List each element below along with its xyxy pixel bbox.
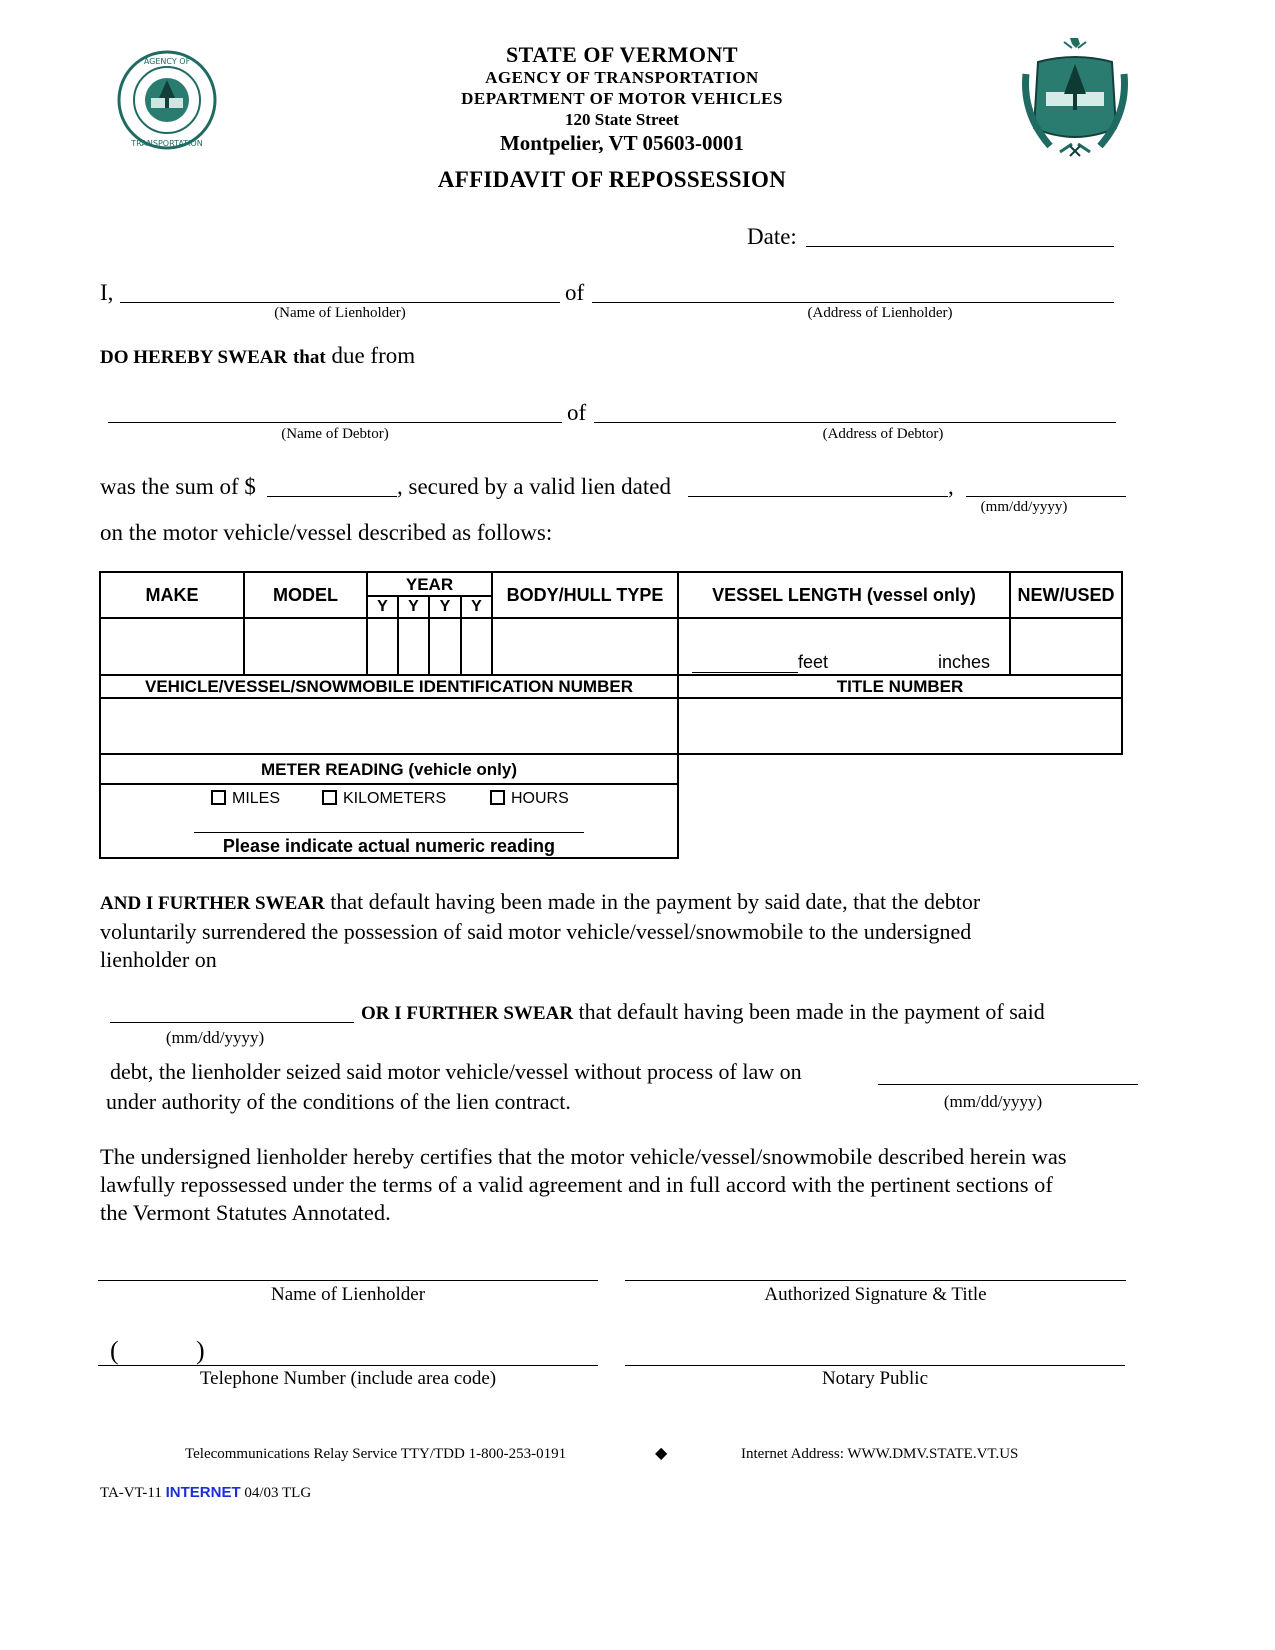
col-vessel-length: VESSEL LENGTH (vessel only): [712, 585, 976, 605]
lienholder-name-caption: (Name of Lienholder): [274, 305, 406, 321]
relay-service-text: Telecommunications Relay Service TTY/TDD 1-800-253-0191: [185, 1446, 567, 1462]
authorized-signature-caption: Authorized Signature & Title: [764, 1284, 987, 1305]
col-new-used: NEW/USED: [1017, 585, 1115, 605]
diamond-separator: ◆: [655, 1445, 668, 1462]
miles-checkbox[interactable]: [211, 790, 226, 805]
col-body-hull: BODY/HULL TYPE: [506, 585, 664, 605]
authorized-signature-input[interactable]: [629, 1254, 1126, 1282]
further-swear-1: [100, 888, 1140, 974]
lienholder-name-signature-input[interactable]: [102, 1254, 598, 1282]
certify-line3: the Vermont Statutes Annotated.: [100, 1200, 391, 1225]
sum-comma: ,: [948, 474, 954, 499]
new-used-input[interactable]: [1014, 632, 1122, 660]
kilometers-checkbox[interactable]: [322, 790, 337, 805]
sum-middle: , secured by a valid lien dated: [397, 474, 671, 499]
telephone-input[interactable]: [214, 1338, 598, 1366]
state-heading: STATE OF VERMONT: [505, 42, 739, 67]
department-heading: DEPARTMENT OF MOTOR VEHICLES: [461, 89, 783, 108]
further1-bold: AND I FURTHER SWEAR: [100, 893, 325, 914]
lien-date-input[interactable]: [970, 470, 1126, 498]
year-cell-2: Y: [408, 598, 419, 615]
telephone-caption: Telephone Number (include area code): [199, 1368, 497, 1389]
debtor-address-input[interactable]: [598, 396, 1116, 424]
internet-address: Internet Address: WWW.DMV.STATE.VT.US: [741, 1446, 1019, 1462]
title-number-input[interactable]: [684, 712, 1120, 740]
feet-label: feet: [798, 652, 829, 672]
further1-line1: that default having been made in the payment by said date, that the debtor: [330, 889, 981, 914]
surrender-date-caption: (mm/dd/yyyy): [165, 1028, 265, 1047]
year-cell-1: Y: [377, 598, 388, 615]
agency-heading: AGENCY OF TRANSPORTATION: [485, 68, 759, 87]
lienholder-name-input[interactable]: [124, 276, 560, 304]
debtor-name-input[interactable]: [112, 396, 562, 424]
lienholder-of: of: [565, 280, 585, 305]
body-hull-input[interactable]: [496, 632, 678, 660]
kilometers-label: KILOMETERS: [343, 790, 447, 807]
certify-line1: The undersigned lienholder hereby certifies that the motor vehicle/vessel/snowmobile described herein was: [100, 1144, 1067, 1169]
further1-line3: lienholder on: [100, 947, 217, 972]
agency-logo: [115, 42, 219, 156]
vermont-state-seal: [1020, 34, 1130, 160]
sum-amount-input[interactable]: [270, 470, 398, 498]
name-of-lienholder-caption: Name of Lienholder: [270, 1284, 426, 1305]
length-inches-input[interactable]: [836, 646, 940, 674]
phone-paren-open: (: [110, 1336, 119, 1365]
svg-text:TRANSPORTATION: TRANSPORTATION: [131, 139, 203, 148]
form-id-line: [100, 1484, 311, 1502]
date-label: Date:: [747, 224, 797, 249]
form-id: TA-VT-11: [100, 1485, 162, 1501]
further2-line1: that default having been made in the payment of said: [578, 999, 1045, 1024]
swear-statement: [100, 343, 415, 369]
certification-text: [100, 1143, 1160, 1227]
svg-text:AGENCY OF: AGENCY OF: [143, 57, 191, 66]
debtor-of: of: [567, 400, 587, 425]
hours-label: HOURS: [511, 790, 569, 807]
vin-input[interactable]: [104, 712, 676, 740]
inches-label: inches: [938, 652, 991, 672]
phone-paren-close: ): [196, 1336, 205, 1365]
miles-label: MILES: [232, 790, 281, 807]
lien-date-caption: (mm/dd/yyyy): [980, 499, 1068, 515]
title-number-header: TITLE NUMBER: [836, 677, 964, 696]
notary-caption: Notary Public: [821, 1368, 929, 1389]
length-feet-input[interactable]: [694, 646, 798, 674]
swear-that: that: [292, 347, 326, 368]
meter-reading-input[interactable]: [198, 806, 584, 834]
swear-bold: DO HEREBY SWEAR: [100, 347, 288, 368]
model-input[interactable]: [248, 632, 366, 660]
hours-checkbox[interactable]: [490, 790, 505, 805]
debtor-address-caption: (Address of Debtor): [822, 426, 944, 442]
described-text: on the motor vehicle/vessel described as follows:: [100, 520, 553, 545]
certify-line2: lawfully repossessed under the terms of a valid agreement and in full accord with the pertinent sections of: [100, 1172, 1053, 1197]
seizure-date-caption: (mm/dd/yyyy): [943, 1092, 1043, 1111]
lienholder-prefix: I,: [100, 280, 114, 305]
year-cell-3: Y: [439, 598, 451, 615]
vin-header: VEHICLE/VESSEL/SNOWMOBILE IDENTIFICATION NUMBER: [145, 677, 633, 696]
col-make: MAKE: [145, 585, 199, 605]
city-address: Montpelier, VT 05603-0001: [499, 131, 745, 155]
further2-line2: debt, the lienholder seized said motor vehicle/vessel without process of law on: [110, 1059, 802, 1084]
lienholder-address-caption: (Address of Lienholder): [807, 305, 953, 321]
year-cell-4: Y: [471, 598, 482, 615]
further1-line2: voluntarily surrendered the possession of said motor vehicle/vessel/snowmobile to the undersigned: [100, 919, 972, 944]
seizure-date-input[interactable]: [882, 1058, 1138, 1086]
col-model: MODEL: [273, 585, 338, 605]
lienholder-address-input[interactable]: [596, 276, 1114, 304]
internet-tag: INTERNET: [165, 1484, 241, 1501]
notary-input[interactable]: [629, 1338, 1125, 1366]
sum-prefix: was the sum of $: [100, 474, 256, 499]
street-address: 120 State Street: [565, 110, 679, 129]
date-input[interactable]: [810, 220, 1114, 248]
meter-reading-header: METER READING (vehicle only): [261, 760, 517, 779]
form-title: AFFIDAVIT OF REPOSSESSION: [437, 167, 787, 192]
col-year: YEAR: [405, 575, 454, 594]
debtor-name-caption: (Name of Debtor): [281, 426, 389, 442]
area-code-input[interactable]: [124, 1340, 196, 1368]
swear-rest: due from: [331, 343, 416, 368]
form-date: 04/03 TLG: [244, 1485, 312, 1501]
further2-line3: under authority of the conditions of the lien contract.: [106, 1089, 571, 1114]
reading-note: Please indicate actual numeric reading: [222, 836, 556, 856]
make-input[interactable]: [104, 632, 242, 660]
surrender-date-input[interactable]: [114, 996, 354, 1024]
further2-bold: OR I FURTHER SWEAR: [361, 1003, 574, 1024]
further-swear-2: [361, 999, 1045, 1025]
